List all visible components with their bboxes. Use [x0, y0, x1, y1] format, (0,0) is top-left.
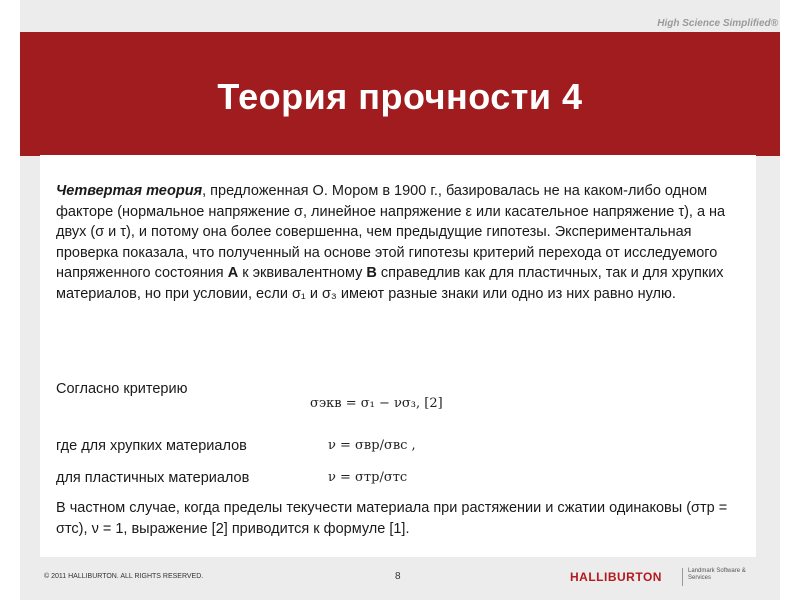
- landmark-logo: Landmark Software & Services: [688, 568, 746, 581]
- content-box: [40, 155, 756, 557]
- state-b: В: [366, 265, 377, 281]
- logo-divider: [682, 568, 683, 586]
- brittle-label: где для хрупких материалов: [56, 438, 247, 454]
- paragraph-text: , предложенная О. Мором в 1900 г., базировалась не на каком-либо одном факторе (нормальное напряжение σ, линейное напряжение ε или касательное напряжение τ), а на двух (σ и τ), и потому она более совершенна, чем предыдущие гипотезы. Экспериментальная проверка показала, что полученный на основе этой гипотезы критерий перехода от исследуемого напряженного состояния: [56, 183, 726, 281]
- copyright: © 2011 HALLIBURTON. ALL RIGHTS RESERVED.: [44, 573, 204, 580]
- slide-title: Теория прочности 4: [217, 76, 583, 117]
- paragraph-text-2: к эквивалентному: [238, 265, 367, 281]
- page-number: 8: [395, 571, 401, 582]
- state-a: А: [227, 265, 239, 281]
- formula-criterion: σэкв = σ₁ − νσ₃, [2]: [310, 396, 443, 411]
- paragraph-text-3: справедлив как для пластичных, так и для хрупких материалов, но при условии, если σ₁ и σ₃ имеют разные знаки или одно из них равно нулю.: [56, 265, 724, 302]
- paragraph-main: [56, 181, 746, 304]
- title-band: [20, 32, 780, 156]
- paragraph-lead: Четвертая теория: [56, 183, 203, 199]
- formula-brittle: ν = σвр/σвс ,: [328, 438, 416, 453]
- tagline: High Science Simplified®: [657, 18, 778, 29]
- formula-plastic: ν = σтр/σтс: [328, 470, 408, 485]
- halliburton-logo: HALLIBURTON: [570, 570, 662, 584]
- plastic-label: для пластичных материалов: [56, 470, 250, 486]
- criterion-label: Согласно критерию: [56, 381, 188, 397]
- paragraph-special-case: В частном случае, когда пределы текучести материала при растяжении и сжатии одинаковы (σтр = σтс), ν = 1, выражение [2] приводится к формуле [1].: [56, 500, 728, 537]
